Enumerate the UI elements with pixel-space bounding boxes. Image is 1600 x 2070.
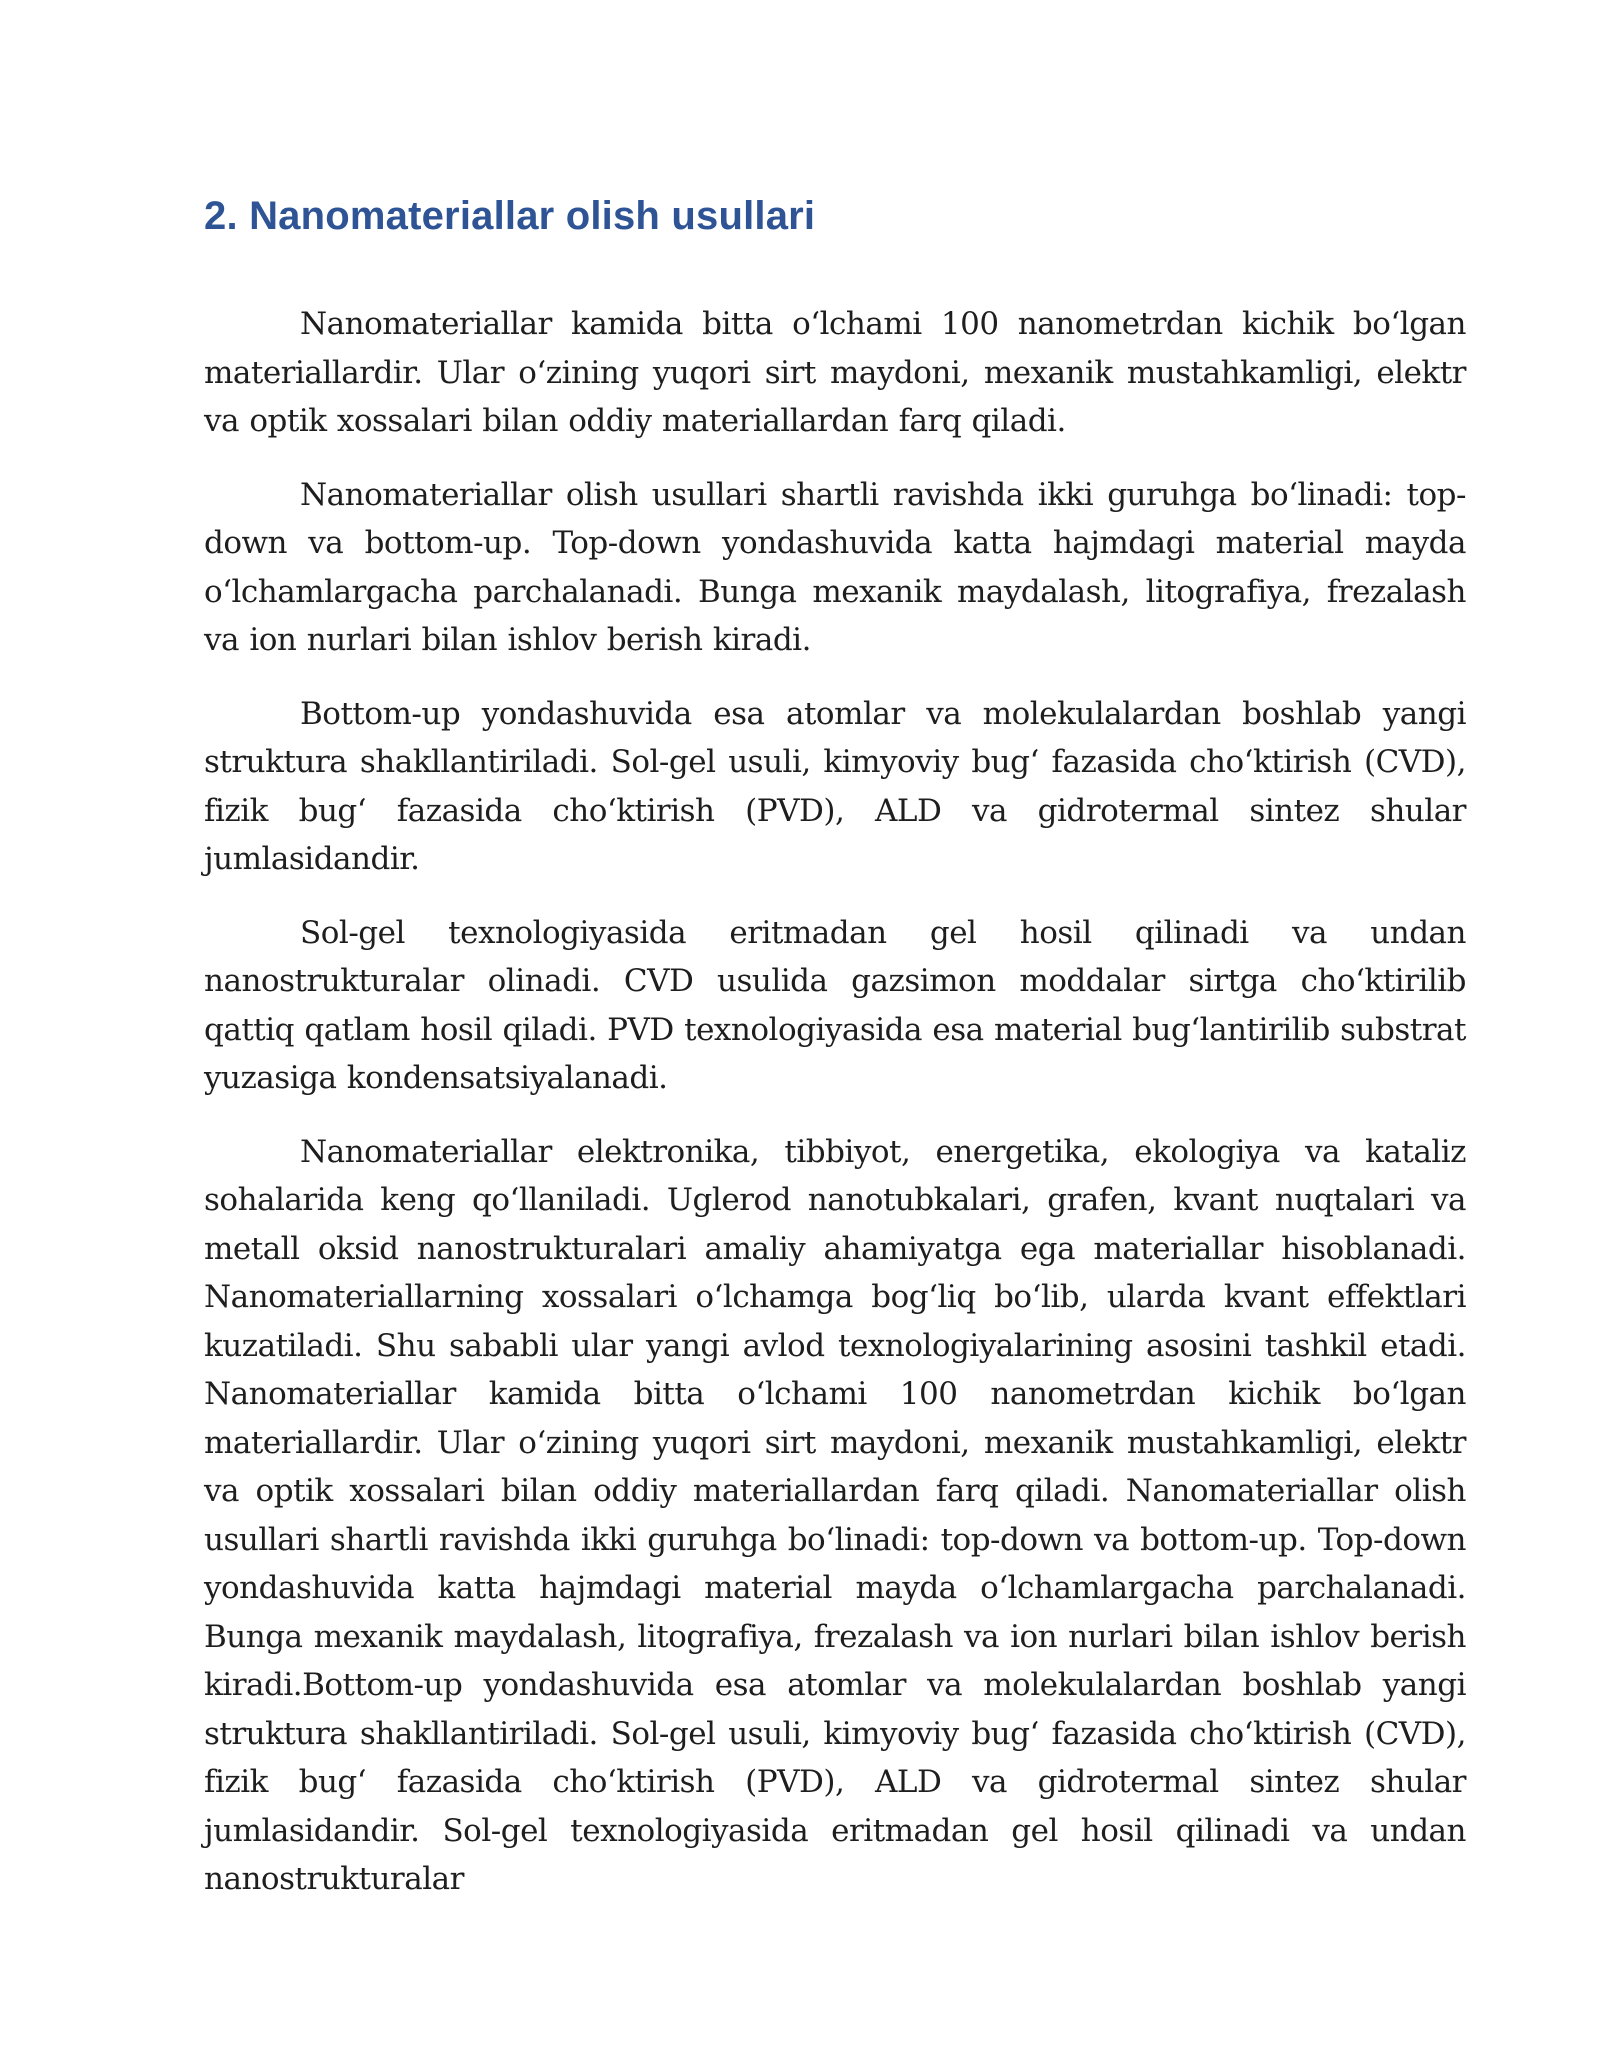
paragraph-5: Nanomateriallar elektronika, tibbiyot, energetika, ekologiya va kataliz sohalarida keng qo‘llaniladi. Uglerod nanotubkalari, grafen, kvant nuqtalari va metall oksid nanostrukturalari amaliy ahamiyatga ega materiallar hisoblanadi. Nanomateriallarning xossalari o‘lchamga bog‘liq bo‘lib, ularda kvant effektlari kuzatiladi. Shu sababli ular yangi avlod texnologiyalarining asosini tashkil etadi. Nanomateriallar kamida bitta o‘lchami 100 nanometrdan kichik bo‘lgan materiallardir. Ular o‘zining yuqori sirt maydoni, mexanik mustahkamligi, elektr va optik xossalari bilan oddiy materiallardan farq qiladi. Nanomateriallar olish usullari shartli ravishda ikki guruhga bo‘linadi: top-down va bottom-up. Top-down yondashuvida katta hajmdagi material mayda o‘lchamlargacha parchalanadi. Bunga mexanik maydalash, litografiya, frezalash va ion nurlari bilan ishlov berish kiradi.Bottom-up yondashuvida esa atomlar va molekulalardan boshlab yangi struktura shakllantiriladi. Sol-gel usuli, kimyoviy bug‘ fazasida cho‘ktirish (CVD), fizik bug‘ fazasida cho‘ktirish (PVD), ALD va gidrotermal sintez shular jumlasidandir. Sol-gel texnologiyasida eritmadan gel hosil qilinadi va undan nanostrukturalar: [204, 1133, 1466, 1897]
paragraph-2: Nanomateriallar olish usullari shartli ravishda ikki guruhga bo‘linadi: top-down va bottom-up. Top-down yondashuvida katta hajmdagi material mayda o‘lchamlargacha parchalanadi. Bunga mexanik maydalash, litografiya, frezalash va ion nurlari bilan ishlov berish kiradi.: [204, 476, 1466, 658]
page-content: [204, 186, 1466, 1929]
paragraph-3: Bottom-up yondashuvida esa atomlar va molekulalardan boshlab yangi struktura shakllantiriladi. Sol-gel usuli, kimyoviy bug‘ fazasida cho‘ktirish (CVD), fizik bug‘ fazasida cho‘ktirish (PVD), ALD va gidrotermal sintez shular jumlasidandir.: [204, 695, 1466, 877]
paragraph-1: Nanomateriallar kamida bitta o‘lchami 100 nanometrdan kichik bo‘lgan materiallardir. Ular o‘zining yuqori sirt maydoni, mexanik mustahkamligi, elektr va optik xossalari bilan oddiy materiallardan farq qiladi.: [204, 306, 1466, 439]
section-heading: 2. Nanomateriallar olish usullari: [204, 194, 816, 238]
paragraph-4: Sol-gel texnologiyasida eritmadan gel hosil qilinadi va undan nanostrukturalar olinadi. CVD usulida gazsimon moddalar sirtga cho‘ktirilib qattiq qatlam hosil qiladi. PVD texnologiyasida esa material bug‘lantirilib substrat yuzasiga kondensatsiyalanadi.: [204, 914, 1466, 1096]
